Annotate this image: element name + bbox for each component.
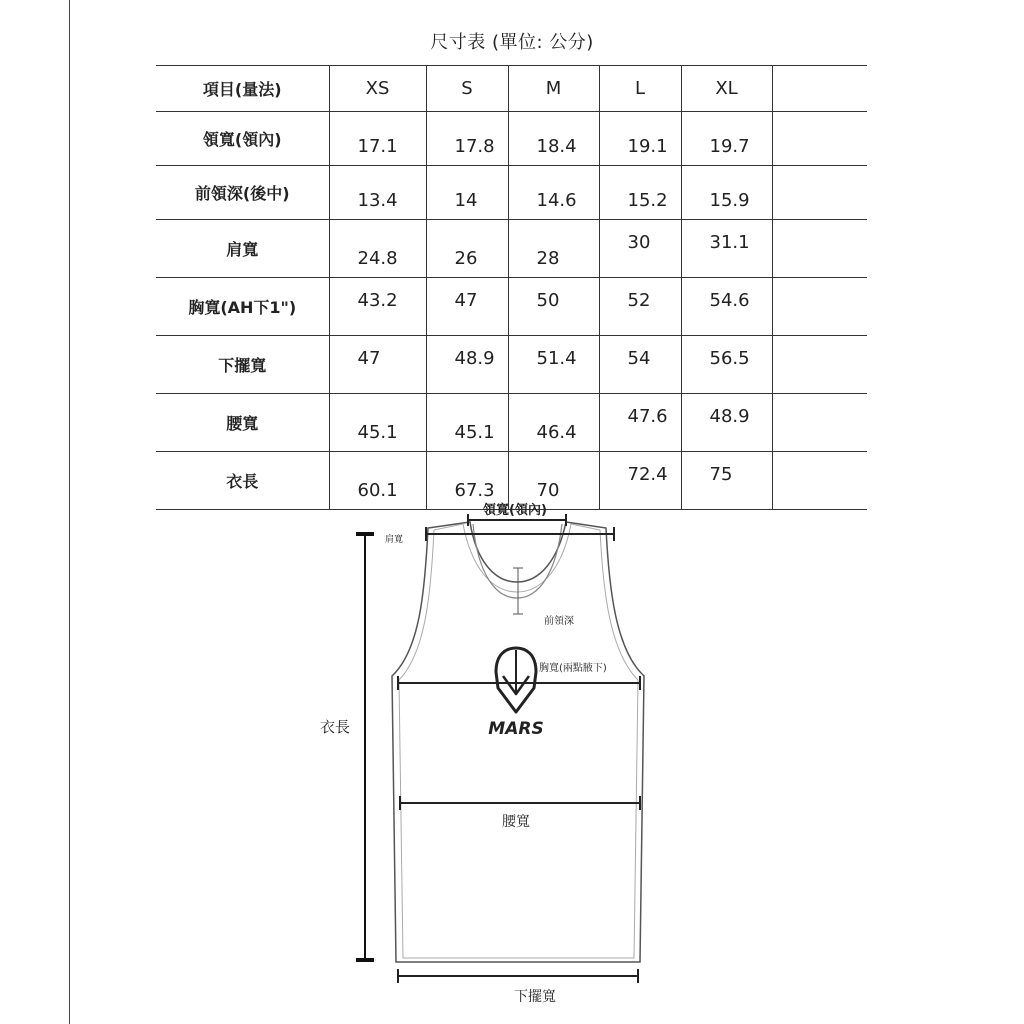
header-cell-measure: 項目(量法) — [156, 66, 329, 112]
table-cell: 18.4 — [508, 112, 599, 166]
table-cell: 19.7 — [681, 112, 772, 166]
table-cell: 48.9 — [426, 336, 508, 394]
waist-width-label: 腰寬 — [502, 814, 530, 830]
row-label: 肩寬 — [156, 220, 329, 278]
table-cell: 17.8 — [426, 112, 508, 166]
table-cell: 15.2 — [599, 166, 681, 220]
shoulder-width-label: 肩寬 — [385, 535, 404, 545]
table-cell: 26 — [426, 220, 508, 278]
table-cell: 47 — [426, 278, 508, 336]
table-cell: 56.5 — [681, 336, 772, 394]
logo-text: MARS — [488, 719, 544, 739]
shoulder-width-line — [426, 527, 614, 541]
table-cell: 47 — [329, 336, 426, 394]
table-cell: 13.4 — [329, 166, 426, 220]
table-cell: 75 — [681, 452, 772, 510]
header-cell-s: S — [426, 66, 508, 112]
table-cell: 45.1 — [426, 394, 508, 452]
hem-width-line — [398, 969, 638, 983]
table-cell: 54.6 — [681, 278, 772, 336]
header-cell-m: M — [508, 66, 599, 112]
table-cell: 15.9 — [681, 166, 772, 220]
table-cell: 46.4 — [508, 394, 599, 452]
table-cell: 17.1 — [329, 112, 426, 166]
table-cell: 50 — [508, 278, 599, 336]
mars-logo-icon — [496, 648, 536, 712]
table-cell: 30 — [599, 220, 681, 278]
chest-width-label: 胸寬(兩點腋下) — [539, 663, 607, 674]
table-cell: 72.4 — [599, 452, 681, 510]
table-cell: 47.6 — [599, 394, 681, 452]
row-label: 胸寬(AH下1") — [156, 278, 329, 336]
header-cell-xs: XS — [329, 66, 426, 112]
front-neck-depth-label: 前領深 — [544, 616, 574, 627]
front-neck-depth-line — [513, 568, 523, 614]
table-cell: 43.2 — [329, 278, 426, 336]
row-label: 腰寬 — [156, 394, 329, 452]
table-cell: 48.9 — [681, 394, 772, 452]
table-cell: 14.6 — [508, 166, 599, 220]
hem-width-label: 下擺寬 — [514, 989, 556, 1005]
table-cell: 52 — [599, 278, 681, 336]
table-cell: 70 — [508, 452, 599, 510]
neck-width-label: 領寬(領內) — [483, 503, 547, 518]
waist-width-line — [400, 796, 640, 810]
table-cell: 45.1 — [329, 394, 426, 452]
body-length-line — [356, 534, 374, 960]
table-cell: 54 — [599, 336, 681, 394]
table-cell: 28 — [508, 220, 599, 278]
header-cell-l: L — [599, 66, 681, 112]
header-cell-xl: XL — [681, 66, 772, 112]
table-cell: 31.1 — [681, 220, 772, 278]
table-cell: 51.4 — [508, 336, 599, 394]
table-cell: 19.1 — [599, 112, 681, 166]
row-label: 領寬(領內) — [156, 112, 329, 166]
page-title: 尺寸表 (單位: 公分) — [430, 32, 594, 53]
row-label: 下擺寬 — [156, 336, 329, 394]
body-length-label: 衣長 — [320, 718, 351, 736]
table-cell: 24.8 — [329, 220, 426, 278]
row-label: 衣長 — [156, 452, 329, 510]
row-label: 前領深(後中) — [156, 166, 329, 220]
table-cell: 14 — [426, 166, 508, 220]
table-cell: 67.3 — [426, 452, 508, 510]
table-cell: 60.1 — [329, 452, 426, 510]
